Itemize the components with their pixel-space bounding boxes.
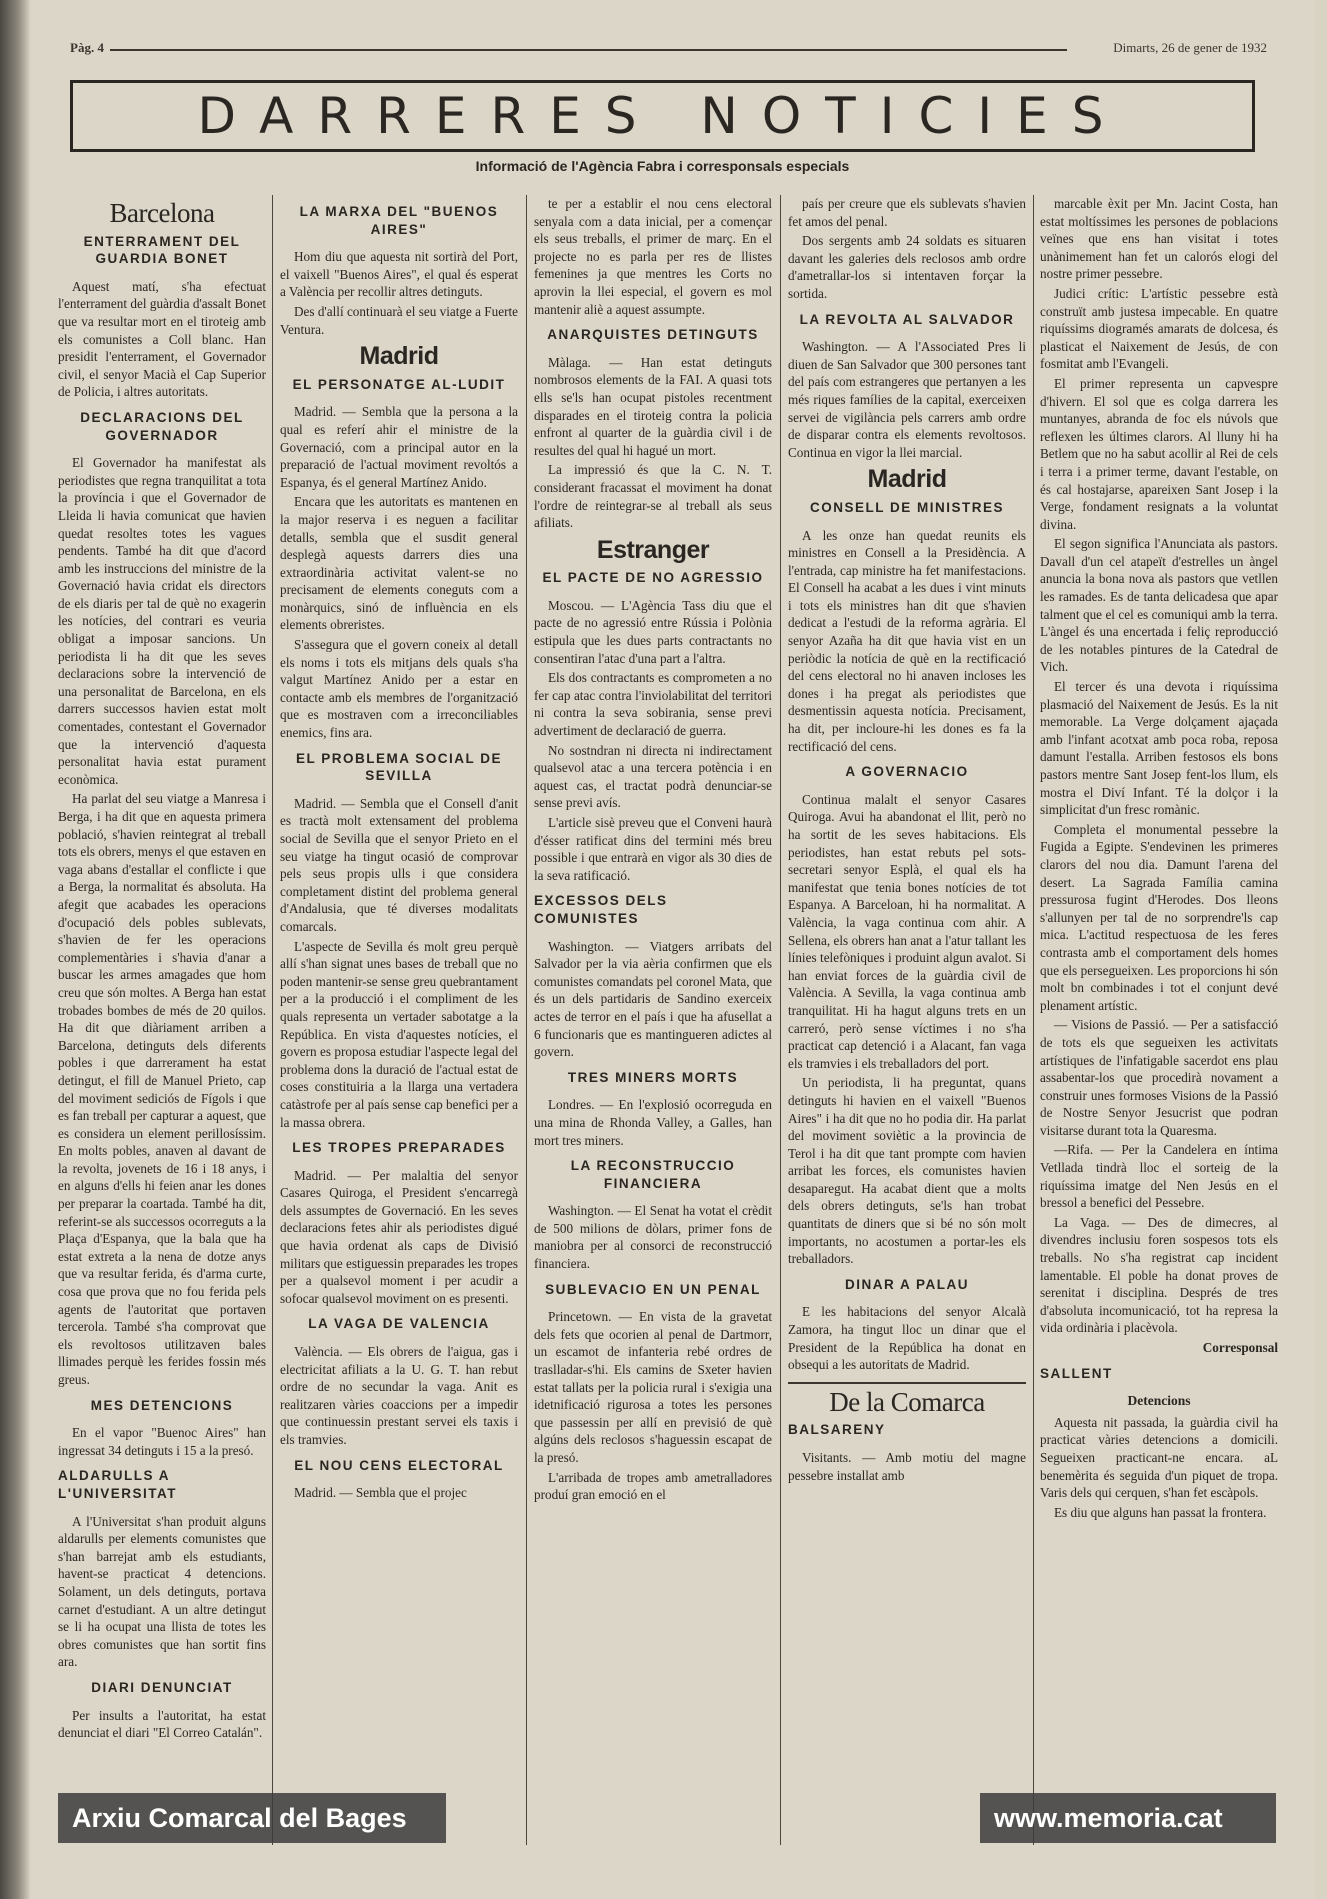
paragraph: Màlaga. — Han estat detinguts nombrosos elements de la FAI. A quasi tots ells se'ls han ocupat pistoles recentment disparades en el tiroteig contra la policia enfront al quarter de la guàrdia civil i de resultes del qual hi hagué un mort. (534, 354, 772, 458)
paragraph: Per insults a l'autoritat, ha estat denunciat el diari "El Correo Catalán". (58, 1707, 266, 1741)
column-divider (272, 195, 273, 1845)
paragraph: Londres. — En l'explosió ocorreguda en una mina de Rhonda Valley, a Galles, han mort tres miners. (534, 1097, 772, 1148)
paragraph: El segon significa l'Anunciata als pastors. Davall d'un cel atapeït d'estrelles un àngel anuncia la bona nova als pastors que vetllen les ramades. Es de tanta delicadesa que apar talment que el cel es comuniqui amb la terra. L'àngel és una encertada i feliç reproducció de les notables pintures de la Catedral de Vich. (1040, 536, 1278, 675)
paragraph: — Visions de Passió. — Per a satisfacció de tots els que segueixen les activitats artístiques de l'infatigable sacerdot ens plau assabentar-los que procedirà novament a construir unes formoses Visions de la Passió de Nostre Senyor Jesucrist que podran visitarse durant tota la Quaresma. (1040, 1017, 1278, 1138)
section-title: Estranger (596, 535, 710, 564)
paragraph: Judici crític: L'artístic pessebre està construït amb justesa impecable. En quatre riquíssims diogramés amarats de dolcesa, és plasticat el Naixement de Jesús, de con fosmitat amb l'Evangeli. (1040, 285, 1278, 372)
paragraph: Madrid. — Sembla que la persona a la qual es referí ahir el ministre de la Governació, com a principal autor en la preparació de l'actual moviment revoltós a Espanya, és el general Martínez Anido. (280, 404, 518, 490)
headline: LA RECONSTRUCCIO FINANCIERA (570, 1158, 736, 1191)
paragraph: A l'Universitat s'han produit alguns aldarulls per elements comunistes que s'han barrejat amb els estudiants, havent-se practicat 4 detencions. Solament, un dels detinguts, portava carnet d'estudiant. A un altre detingut se li ha ocupat una llista de totes les obres comunistes que han sortit fins ara. (58, 1513, 266, 1670)
paragraph: S'assegura que el govern coneix al detall els noms i tots els mitjans dels quals s'ha valgut Martínez Anido per a estar en contacte amb els membres de l'organització que es mostraven com a irreconciliables enemics, fins ara. (280, 637, 518, 741)
paragraph: A les onze han quedat reunits els ministres en Consell a la Presidència. A l'entrada, cap ministre ha fet manifestacions. El Consell ha acabat a les dues i vint minuts i tots els ministres han dit que s'havien dedicat a l'estudi de la reforma agrària. El senyor Azaña ha dit que havia vist en un periòdic la notícia de què en la rectificació del cens electoral no hi anaven incloses les dones i ha pregat als periodistes que desmentissin aquesta notícia. Precisament, ha dit, per incloure-hi les dones es fa la rectificació del cens. (788, 527, 1026, 754)
header-rule (110, 49, 1067, 51)
paragraph: El primer representa un capvespre d'hivern. El sol que es colga darrera les muntanyes, abranda de foc els núvols que reflexen les últimes clarors. Al lluny hi ha Betlem que no ha sabut acollir al Rei de cels i terra i a primer terme, davant l'estable, on és cal hostajarse, apareixen Sant Josep i la Verge, fondament resignats a la voluntat divina. (1040, 375, 1278, 532)
paragraph: El tercer és una devota i riquíssima plasmació del Naixement de Jesús. Es la nit memorable. La Verge dolçament ajaçada amb l'infant acotxat amb poca roba, reposa damunt l'estalla. Arriben festosos els bons pastors mentre Sant Josep fent-los llum, els mostra el Diví Infant. Té la dolçor i la simplicitat d'un fresc romànic. (1040, 679, 1278, 818)
paragraph: Aquesta nit passada, la guàrdia civil ha practicat vàries detencions a domicili. Segueixen practicant-ne encara. aL benemèrita és seguida d'un piquet de tropa. Varis dels qui cerquen, s'han fet escàpols. (1040, 1414, 1278, 1501)
website-watermark: www.memoria.cat (980, 1793, 1276, 1843)
paragraph: Ha parlat del seu viatge a Manresa i Berga, i ha dit que en aquesta primera població, s'havien reintegrat al treball tots els obrers, menys el que estaven en vaga abans d'estallar el conflicte i que a Berga, la normalitat és absoluta. Ha afegit que acabades les operacions d'ocupació dels pobles sublevats, s'havien de fer les operacions complementàries i s'havia d'anar a buscar les armes amagades que hom creu que són moltes. A Berga han estat trobades bombes de més de 20 quilos. Ha dit que diàriament arriben a Barcelona, detinguts dels diferents pobles i que darrerament ha estat detingut, el fill de Manuel Prieto, cap del moviment sediciós de Fígols i que es fan treball per capturar a aquest, que es considera un element perillosíssim. En molts pobles, anaven al davant de la revolta, jovenets de 16 i 18 anys, i en alguns d'ells hi feien anar les dones per preparar la coartada. També ha dit, referint-se als successos ocorreguts a la Plaça d'Espanya, que la bala que ha estat extreta a la nena de dotze anys que va resultar ferida, és d'arma curte, cosa que prova que no fou ferida pels agents de l'autoritat que portaven tercerola. També s'ha comprovat que els revoltosos utilitzaven bales llimades perquè les ferides fossin més greus. (58, 791, 266, 1387)
paragraph: El Governador ha manifestat als periodistes que regna tranquilitat a tota la província i que el Governador de Lleida li havia comunicat que havien quedat resoltes totes les vagues pendents. També ha dit que d'acord amb les instruccions del ministre de la Governació havia cridat els directors de els diaris per tal de què no exagerin les notícies, del contrari es veuria obligat a imposar sancions. Un periodista li ha dit que les seves declaracions sobre la intervenció de una personalitat de Barcelona, en els darrers successos havien estat molt comentades, contestant el Governador que la intervenció d'aquesta personalitat havia estat purament econòmica. (58, 455, 266, 787)
column-3 (534, 195, 772, 1845)
paragraph: València. — Els obrers de l'aigua, gas i electricitat afiliats a la U. G. T. han rebut ordre de no secundar la vaga. Anit es realitzaren vàries coaccions per a impedir que continuessin prestant servei els taxis i els tramvies. (280, 1344, 518, 1447)
paragraph: Des d'allí continuarà el seu viatge a Fuerte Ventura. (280, 303, 518, 337)
headline: LA VAGA DE VALENCIA (308, 1316, 490, 1332)
paragraph: L'aspecte de Sevilla és molt greu perquè allí s'han signat unes bases de treball que no poden mantenir-se sense greu quebrantament per a la producció i el compliment de les quals representa un vertader sabotatge a la República. En vista d'aquestes notícies, el govern es proposa estudiar l'aspecte legal del problema dons la duració de l'actual estat de coses constituiria a la llarga una vertadera catàstrofe per al país sense cap benefici per a la massa obrera. (280, 938, 518, 1130)
paragraph: No sostndran ni directa ni indirectament qualsevol atac a una tercera potència i en aquest cas, el tractat podrà denunciar-se sense previ avís. (534, 742, 772, 811)
headline: A GOVERNACIO (845, 764, 969, 780)
headline: EXCESSOS DELS COMUNISTES (534, 893, 668, 926)
section-rule (788, 1382, 1026, 1384)
paragraph: te per a establir el nou cens electoral senyala com a data inicial, per a començar els seus treballs, el primer de març. En el projecte no es parla per res de llistes femenines ja que mentres les Corts no aprovin la llei especial, el govern es mol mantenir aliè a aquest assumpte. (534, 196, 772, 317)
headline: EL PROBLEMA SOCIAL DE SEVILLA (295, 750, 503, 784)
paragraph: Moscou. — L'Agència Tass diu que el pacte de no agressió entre Rússia i Polònia estipula que les dues parts contractants no consentiran l'atac d'una part a l'altra. (534, 597, 772, 666)
paragraph: Washington. — El Senat ha votat el crèdit de 500 milions de dòlars, primer fons de maniobra per al consorci de reconstrucció financiera. (534, 1203, 772, 1272)
paragraph: Visitants. — Amb motiu del magne pessebre installat amb (788, 1450, 1026, 1483)
column-divider (1033, 195, 1034, 1845)
headline: LA REVOLTA AL SALVADOR (799, 311, 1015, 327)
paragraph: Madrid. — Per malaltia del senyor Casares Quiroga, el President s'encarregà dels assumptes de Governació. En les seves declaracions fetes ahir als periodistes digué que havia ordenat als caps de Divisió militars que estiguessin preparades les tropes per a qualsevol moment i per acudir a sofocar qualsevol moviment on es presenti. (280, 1167, 518, 1306)
headline: TRES MINERS MORTS (567, 1069, 739, 1085)
paragraph: L'arribada de tropes amb ametralladores produí gran emoció en el (534, 1469, 772, 1503)
headline: ENTERRAMENT DEL GUARDIA BONET (83, 233, 241, 267)
paragraph: Encara que les autoritats es mantenen en la major reserva i es neguen a facilitar detalls, sembla que el susdit general desplegà aquests darrers dies una extraordinària activitat valent-se no precisament de elements coneguts com a monàrquics, sinó de influència en els elements obreristes. (280, 494, 518, 633)
headline: MES DETENCIONS (90, 1397, 234, 1413)
banner-subtitle: Informació de l'Agència Fabra i corresponsals especials (475, 158, 850, 174)
paragraph: Madrid. — Sembla que el Consell d'anit es tractà molt extensament del problema social de Sevilla que el senyor Prieto en el seu viatge ha tingut ocasió de comprovar pels seus propis ulls i que considera completament distint del problema general d'Andalusia, que té diverses modalitats comarcals. (280, 795, 518, 934)
column-5 (1040, 195, 1278, 1845)
binding-gutter (0, 0, 30, 1899)
section-title: Madrid (867, 465, 947, 494)
headline: EL PACTE DE NO AGRESSIO (542, 570, 764, 586)
paragraph: En el vapor "Buenoc Aires" han ingressat 34 detinguts i 15 a la presó. (58, 1425, 266, 1458)
column-divider (780, 195, 781, 1845)
headline: SALLENT (1040, 1365, 1113, 1381)
paragraph: Washington. — Viatgers arribats del Salvador per la via aèria confirmen que els comunistes comandats pel coronel Mata, que és un dels partidaris de Sandino exerceix actes de terror en el país i que ha afusellat a 6 funcionaris que es mantingueren adictes al govern. (534, 938, 772, 1060)
headline: ANARQUISTES DETINGUTS (547, 327, 759, 343)
column-2 (280, 195, 518, 1845)
paragraph: Madrid. — Sembla que el projec (294, 1485, 467, 1501)
paragraph: —Rifa. — Per la Candelera en íntima Vetllada tindrà lloc el sorteig de la riquíssima imatge del Nen Jesús en el bressol a benefici del Pessebre. (1040, 1142, 1278, 1211)
banner-title: DARRERES NOTICIES (197, 87, 1128, 145)
paragraph: Princetown. — En vista de la gravetat dels fets que ocorien al penal de Dartmorr, un escamot de infanteria rebé ordres de traslladar-s'hi. Els camins de Sxeter havien estat tallats per la policia rural i s'exigia una idetnificació rigurosa a totes les persones que passessin per allí en previsió de què algúns dels reclosos s'haguessin escapat de la presó. (534, 1309, 772, 1465)
paragraph: E les habitacions del senyor Alcalà Zamora, ha tingut lloc un dinar que el President de la República ha donat en obsequi a les autoritats de Madrid. (788, 1304, 1026, 1373)
headline: SUBLEVACIO EN UN PENAL (545, 1281, 761, 1297)
paragraph: Es diu que alguns han passat la frontera. (1054, 1504, 1267, 1520)
paragraph: La Vaga. — Des de dimecres, al divendres inclusiu foren sospesos tots els treballs. No s'ha registrat cap incident lamentable. El poble ha donat proves de serenitat i disciplina. Després de tres d'absoluta incomunicació, tot ha represa la vida ordinària i placèvola. (1040, 1214, 1278, 1336)
headline: EL PERSONATGE AL-LUDIT (292, 376, 506, 392)
headline: LA MARXA DEL "BUENOS AIRES" (299, 204, 499, 237)
paragraph: país per creure que els sublevats s'havien fet amos del penal. (788, 196, 1026, 229)
paragraph: Washington. — A l'Associated Pres li diuen de San Salvador que 300 persones tant del país com estrangeres que pertanyen a les més riques famílies de la capital, exerceixen servei de vigilància pels carrers amb ordre de disparar contra els elements revoltosos. Continua en vigor la llei marcial. (788, 339, 1026, 460)
paragraph: marcable èxit per Mn. Jacint Costa, han estat moltíssimes les persones de poblacions veïnes que ens han visitat i totes unànimement han fet un calorós elogi del nostre primer pessebre. (1040, 196, 1278, 282)
section-title: Madrid (359, 342, 439, 371)
masthead-banner (70, 80, 1255, 152)
column-4 (788, 195, 1026, 1845)
headline: LES TROPES PREPARADES (292, 1140, 506, 1156)
paragraph: Completa el monumental pessebre la Fugida a Egipte. S'endevinen les primeres clarors del nou dia. Damunt l'arena del desert. La Sagrada Família camina pressurosa fugint d'Herodes. Dos lleons s'allunyen per tal de no sorprendre'ls cap mica. L'actitud respectuosa de les feres contrasta amb el comportament dels homes que els persegueixen. Les proporcions hi són molt bn combinades i tot el conjunt devé plenament artístic. (1040, 821, 1278, 1013)
column-divider (526, 195, 527, 1845)
column-1 (58, 195, 266, 1845)
issue-date: Dimarts, 26 de gener de 1932 (1113, 40, 1267, 55)
headline: ALDARULLS A L'UNIVERSITAT (58, 1468, 177, 1501)
paragraph: Un periodista, li ha preguntat, quans detinguts hi havien en el vaixell "Buenos Aires" i ha dit que no ho podia dir. Ha parlat del moviment soviètic a la provincia de Terol i ha dit que tant prompte com havien arribat les forces, els comunistes havien desaparegut. Ha acabat dient que a molts dels obrers detinguts, se'ls han trobat quantitats de diners que si bé no són molt importants, no acostumen a portar-les els treballadors. (788, 1075, 1026, 1267)
section-title: De la Comarca (829, 1386, 985, 1417)
headline: DINAR A PALAU (845, 1276, 969, 1292)
archive-watermark: Arxiu Comarcal del Bages (58, 1793, 446, 1843)
headline: DECLARACIONS DEL GOVERNADOR (80, 409, 244, 443)
section-title: Barcelona (109, 198, 215, 228)
signature: Corresponsal (1202, 1340, 1278, 1355)
headline: CONSELL DE MINISTRES (809, 499, 1005, 515)
page-number: Pàg. 4 (70, 40, 104, 55)
paragraph: La impressió és que la C. N. T. considerant fracassat el moviment ha donat l'ordre de reintegrar-se al treball als seus afiliats. (534, 462, 772, 531)
paragraph: Continua malalt el senyor Casares Quiroga. Avui ha abandonat el llit, però no ha sortit de les seves habitacions. Els periodistes, han estat rebuts pel sots-secretari senyor Esplà, el qual els ha manifestat que tenia bones notícies de tot Espanya. A Barceloan, hi ha normalitat. A València, la vaga continua com ahir. A Sellena, els obrers han anat a l'atur tallant les línies telefòniques i produint algun avalot. Si han enviat forces de la guàrdia civil de València. A Sevilla, la vaga continua amb tranquilitat. Hi ha hagut alguns trets en un carreró, però sense víctimes i no s'ha practicat cap detenció i a Alacant, fan vaga els tramvies i els treballadors del port. (788, 791, 1026, 1071)
headline: DIARI DENUNCIAT (91, 1679, 233, 1695)
headline: EL NOU CENS ELECTORAL (294, 1457, 504, 1473)
paragraph: Hom diu que aquesta nit sortirà del Port, el vaixell "Buenos Aires", el qual és esperat a València per recollir altres detinguts. (280, 249, 518, 300)
paragraph: Aquest matí, s'ha efectuat l'enterrament del guàrdia d'assalt Bonet que va resultar mort en el tiroteig amb els comunistes a Coll blanc. Han presidit l'enterrament, el Governador civil, el senyor Macià el Cap Superior de Policia, i altres autoritats. (58, 278, 266, 400)
paragraph: L'article sisè preveu que el Conveni haurà d'ésser ratificat dins del termini més breu possible i que entrarà en vigor als 30 dies de la seva ratificació. (534, 815, 772, 883)
paragraph: Dos sergents amb 24 soldats es situaren davant les galeries dels reclosos amb ordre d'ametrallar-los si intentaven forçar la sortida. (788, 233, 1026, 301)
subheadline: Detencions (1127, 1393, 1191, 1409)
headline: BALSARENY (788, 1422, 886, 1438)
paragraph: Els dos contractants es comprometen a no fer cap atac contra l'inviolabilitat del territori ni contra la seva sobirania, sense previ advertiment de declaració de guerra. (534, 670, 772, 739)
